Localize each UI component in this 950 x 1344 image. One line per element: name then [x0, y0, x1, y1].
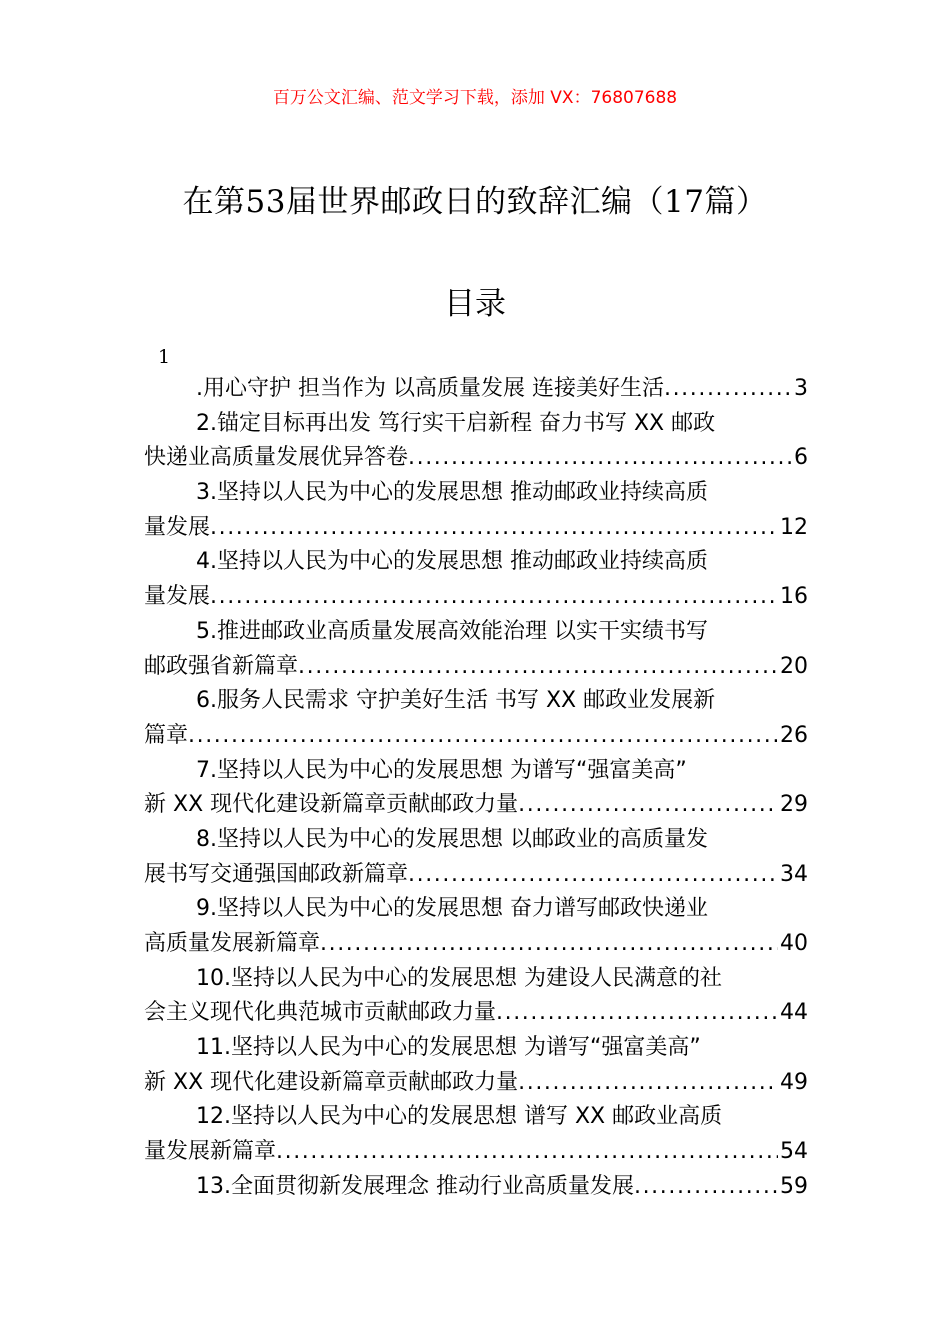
- toc-entry-title-line2: 新 XX 现代化建设新篇章贡献邮政力量: [144, 1069, 519, 1095]
- toc-entry-title-line1: 2.锚定目标再出发 笃行实干启新程 奋力书写 XX 邮政: [196, 410, 716, 436]
- toc-entry-title-line2: 量发展新篇章: [144, 1139, 277, 1165]
- toc-entry[interactable]: [144, 545, 808, 614]
- toc-entry-title-line1: 13.全面贯彻新发展理念 推动行业高质量发展: [196, 1173, 634, 1199]
- toc-entry-title-line2: 会主义现代化典范城市贡献邮政力量: [144, 1000, 497, 1026]
- toc-leader-dots: [634, 1170, 778, 1205]
- toc-entry[interactable]: [144, 1031, 808, 1100]
- toc-entry-page: 59: [780, 1173, 808, 1199]
- toc-entry-title-line1: 9.坚持以人民为中心的发展思想 奋力谱写邮政快递业: [196, 896, 708, 922]
- toc-entry-page: 49: [780, 1069, 808, 1095]
- toc-entry-title-line1: 5.推进邮政业高质量发展高效能治理 以实干实绩书写: [196, 618, 708, 644]
- toc-entry-title-line2: 邮政强省新篇章: [144, 653, 299, 679]
- toc-leader-dots: [496, 996, 778, 1031]
- title-middle: 届世界邮政日的致辞汇编（: [286, 184, 664, 220]
- toc-entry[interactable]: [144, 684, 808, 753]
- toc-leader-dots: [518, 788, 778, 823]
- toc-entry[interactable]: [144, 476, 808, 545]
- toc-entry-page: 34: [780, 861, 808, 887]
- toc-entry-page: 20: [780, 653, 808, 679]
- toc-entry-title-line1: .用心守护 担当作为 以高质量发展 连接美好生活: [196, 376, 664, 401]
- toc-entry[interactable]: [144, 962, 808, 1031]
- title-prefix: 在第: [182, 184, 246, 220]
- toc-entry-title-line1: 3.坚持以人民为中心的发展思想 推动邮政业持续高质: [196, 480, 708, 506]
- toc-leader-dots: [664, 372, 792, 407]
- toc-entry-title-line2: 展书写交通强国邮政新篇章: [144, 861, 409, 887]
- toc-leader-dots: [518, 1066, 778, 1101]
- toc-entry-page: 3: [794, 376, 808, 401]
- toc-entry[interactable]: [144, 754, 808, 823]
- toc-entry[interactable]: [144, 1100, 808, 1169]
- toc-entry-title-line2: 量发展: [144, 514, 211, 540]
- toc-entry-title-line2: 高质量发展新篇章: [144, 931, 321, 956]
- toc-leader-dots: [298, 650, 778, 685]
- toc-leader-dots: [188, 719, 778, 754]
- toc-entry-title-line2: 快递业高质量发展优异答卷: [144, 445, 409, 471]
- toc-leader-dots: [320, 927, 778, 962]
- toc-leader-dots: [408, 441, 792, 476]
- toc-entry-title-line2: 量发展: [144, 584, 211, 610]
- toc-heading: 目录: [444, 286, 506, 322]
- toc-entry-page: 12: [780, 514, 808, 540]
- toc-entry[interactable]: [144, 407, 808, 476]
- toc-entry[interactable]: [144, 615, 808, 684]
- title-number-count: 17: [664, 184, 705, 220]
- toc-entry-title-line2: 篇章: [144, 722, 189, 748]
- toc-entry-title-line1: 8.坚持以人民为中心的发展思想 以邮政业的高质量发: [196, 826, 708, 852]
- toc-entry[interactable]: [144, 372, 808, 407]
- document-title: [0, 180, 950, 224]
- toc-leader-dots: [408, 858, 778, 893]
- toc-entry-title-line2: 新 XX 现代化建设新篇章贡献邮政力量: [144, 792, 519, 818]
- title-suffix: 篇）: [704, 184, 768, 220]
- toc-entry-title-line1: 4.坚持以人民为中心的发展思想 推动邮政业持续高质: [196, 549, 708, 575]
- toc-entry[interactable]: [144, 892, 808, 961]
- toc-leader-dots: [276, 1135, 778, 1170]
- page-number: 1: [158, 346, 171, 368]
- toc-entry-page: 6: [794, 445, 808, 471]
- toc-entry-title-line1: 11.坚持以人民为中心的发展思想 为谱写“强富美高”: [196, 1035, 701, 1061]
- toc-entry[interactable]: [144, 823, 808, 892]
- title-number-edition: 53: [245, 184, 286, 220]
- toc-entry-page: 29: [780, 792, 808, 818]
- toc-entry-page: 54: [780, 1139, 808, 1165]
- toc-entry-page: 16: [780, 584, 808, 610]
- toc-entry-title-line1: 6.服务人民需求 守护美好生活 书写 XX 邮政业发展新: [196, 688, 716, 714]
- toc-entry[interactable]: [144, 1170, 808, 1205]
- toc-entry-page: 26: [780, 722, 808, 748]
- toc-entry-title-line1: 7.坚持以人民为中心的发展思想 为谱写“强富美高”: [196, 757, 687, 783]
- toc-leader-dots: [210, 580, 778, 615]
- table-of-contents: [144, 372, 808, 1205]
- toc-entry-page: 40: [780, 931, 808, 956]
- header-note: 百万公文汇编、范文学习下载，添加 VX：76807688: [272, 88, 678, 108]
- toc-leader-dots: [210, 511, 778, 546]
- toc-entry-title-line1: 12.坚持以人民为中心的发展思想 谱写 XX 邮政业高质: [196, 1104, 723, 1130]
- toc-entry-title-line1: 10.坚持以人民为中心的发展思想 为建设人民满意的社: [196, 965, 722, 991]
- toc-entry-page: 44: [780, 1000, 808, 1026]
